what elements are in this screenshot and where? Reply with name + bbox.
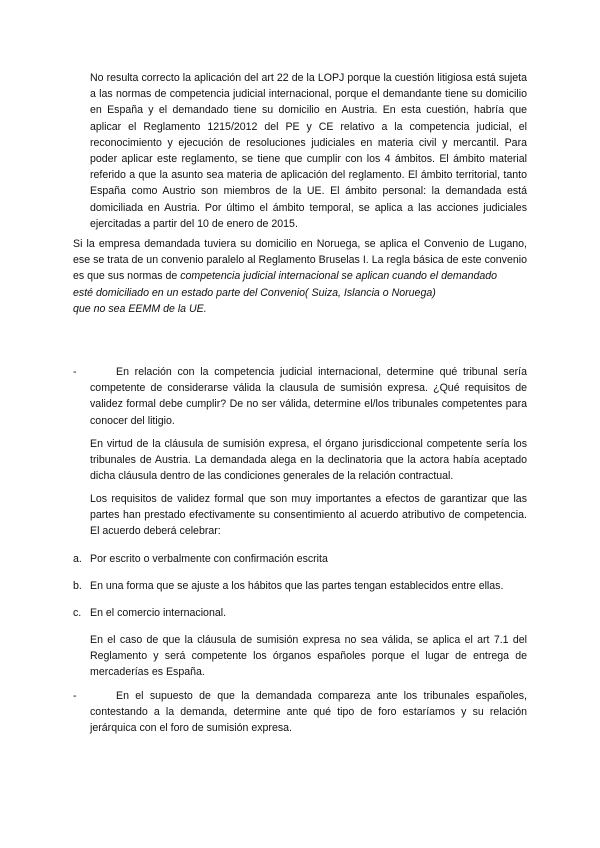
paragraph-applicable-law: No resulta correcto la aplicación del art 22 de la LOPJ porque la cuestión litigiosa está sujeta a las normas de competencia judicial internacional, porque el demandante tiene su domicilio en España y el demandado tiene su domicilio en Austria. En esta cuestión, habría que aplicar el Reglamento 1215/2012 del PE y CE relativo a la competencia judicial, el reconocimiento y ejecución de resoluciones judiciales en materia civil y mercantil. Para poder aplicar este reglamento, se tiene que cumplir con los 4 ámbitos. El ámbito material referido a que la asunto sea materia de aplicación del reglamento. El ámbito territorial, tanto España como Austrio son miembros de la UE. El ámbito personal: la demandada está domiciliada en Austria. Por último el ámbito temporal, se aplica a las acciones judiciales ejercitadas a partir del 10 de enero de 2015.	[90, 72, 527, 230]
list-item-b: En una forma que se ajuste a los hábitos que las partes tengan establecidos entre ellas.	[90, 580, 504, 592]
lugano-italic-c: que no sea EEMM de la UE.	[73, 302, 207, 315]
list-item-c: En el comercio internacional.	[90, 607, 227, 619]
lugano-italic-a: competencia judicial internacional se aplican cuando el demandado	[180, 270, 498, 283]
paragraph-formal-requirements: Los requisitos de validez formal que son muy importantes a efectos de garantizar que las partes han prestado efectivamente su consentimiento al acuerdo atributivo de competencia. El acuerdo deberá celebrar:	[90, 493, 527, 538]
question-2-text: En el supuesto de que la demandada compareza ante los tribunales españoles, contestando a la demanda, determine ante qué tipo de foro estaríamos y su relación jerárquica con el foro de sumisión expresa.	[90, 690, 527, 735]
question-1-text: En relación con la competencia judicial internacional, determine qué tribunal sería competente de considerarse válida la clausula de sumisión expresa. ¿Qué requisitos de validez formal debe cumplir? De no ser válida, determine el/los tribunales competentes para conocer del litigio.	[90, 366, 527, 427]
paragraph-submission-clause: En virtud de la cláusula de sumisión expresa, el órgano jurisdiccional competente sería los tribunales de Austria. La demandada alega en la declinatoria que la actora había aceptado dicha cláusula dentro de las condiciones generales de la relación contractual.	[90, 438, 527, 483]
list-marker-a: a.	[73, 553, 82, 565]
lugano-text: Si la empresa demandada tuviera su domicilio en Noruega, se aplica el Convenio de Lugano, ese se trata de un convenio paralelo al Reglamento Bruselas I. La regla básica de este convenio es que sus normas de	[73, 238, 527, 283]
list-item-a: Por escrito o verbalmente con confirmación escrita	[90, 553, 328, 565]
list-marker-c: c.	[73, 607, 82, 619]
paragraph-invalid-clause: En el caso de que la cláusula de sumisión expresa no sea válida, se aplica el art 7.1 del Reglamento y será competente los órganos españoles porque el lugar de entrega de mercaderías es España.	[90, 634, 527, 679]
question-1-bullet: -	[73, 366, 77, 378]
paragraph-norway-lugano	[73, 236, 527, 317]
list-marker-b: b.	[73, 580, 82, 592]
lugano-italic-b: esté domiciliado en un estado parte del Convenio( Suiza, Islancia o Noruega)	[73, 286, 436, 299]
question-2-bullet: -	[73, 690, 77, 702]
